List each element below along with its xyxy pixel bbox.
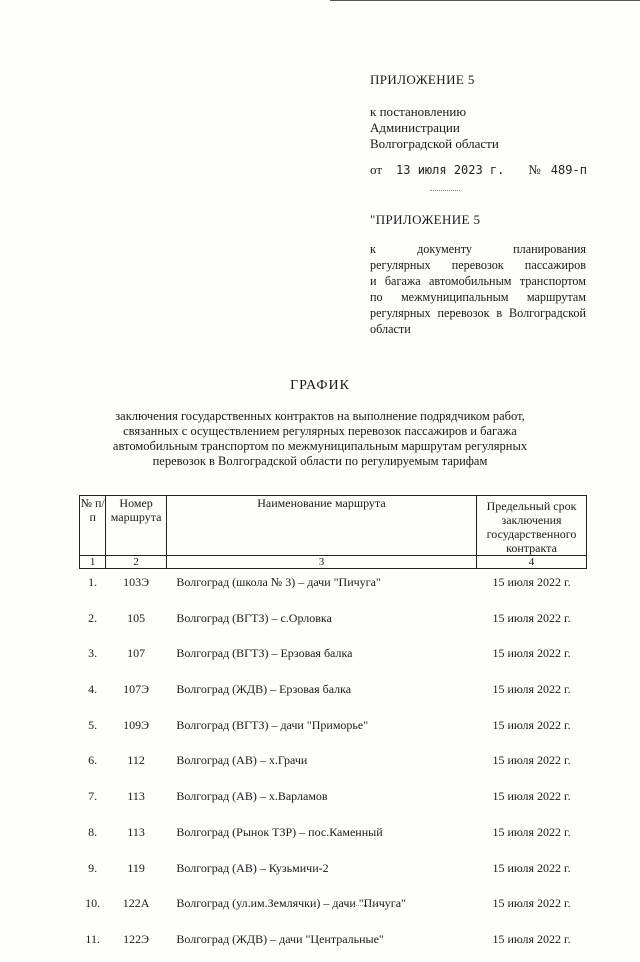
appendix-title: ПРИЛОЖЕНИЕ 5 bbox=[370, 72, 475, 87]
deadline: 15 июля 2022 г. bbox=[492, 753, 571, 768]
schedule-table bbox=[79, 495, 587, 962]
date-prefix: от bbox=[370, 162, 383, 177]
table-row bbox=[80, 747, 587, 783]
table-row bbox=[80, 819, 587, 855]
row-number: 4. bbox=[88, 682, 98, 697]
appendix2-text bbox=[370, 241, 586, 337]
route-number: 105 bbox=[127, 610, 146, 625]
appendix2-line: к документу планирования bbox=[370, 242, 586, 256]
resolution-line: Администрации bbox=[370, 120, 460, 135]
divider bbox=[430, 190, 460, 191]
route-name: Волгоград (школа № 3) – дачи "Пичуга" bbox=[176, 575, 381, 589]
table-row bbox=[80, 712, 587, 748]
route-number: 113 bbox=[127, 789, 145, 804]
appendix2-title: "ПРИЛОЖЕНИЕ 5 bbox=[370, 212, 481, 227]
deadline: 15 июля 2022 г. bbox=[492, 575, 571, 589]
document-subtitle bbox=[100, 409, 540, 469]
resolution-date-line bbox=[370, 162, 587, 178]
header-route-name: Наименование маршрута bbox=[166, 496, 476, 556]
subtitle-line: перевозок в Волгоградской области по регулируемым тарифам bbox=[152, 454, 488, 468]
top-edge-line bbox=[330, 0, 640, 1]
route-name: Волгоград (АВ) – х.Варламов bbox=[176, 789, 328, 804]
route-name: Волгоград (ЖДВ) – дачи "Центральные" bbox=[176, 931, 384, 946]
row-number: 7. bbox=[88, 789, 98, 804]
resolution-number: 489-п bbox=[550, 163, 587, 177]
deadline: 15 июля 2022 г. bbox=[492, 682, 571, 697]
deadline: 15 июля 2022 г. bbox=[492, 717, 571, 732]
header-route-number: Номер маршрута bbox=[106, 496, 167, 556]
route-name: Волгоград (ул.им.Землячки) – дачи "Пичуга" bbox=[176, 896, 406, 911]
row-number: 3. bbox=[88, 646, 98, 661]
route-number: 107Э bbox=[123, 682, 150, 697]
route-name: Волгоград (АВ) – Кузьмичи-2 bbox=[176, 860, 329, 875]
subtitle-line: связанных с осуществлением регулярных перевозок пассажиров и багажа bbox=[123, 424, 517, 438]
document-heading: ГРАФИК bbox=[290, 378, 350, 393]
route-number: 122Э bbox=[123, 931, 150, 946]
resolution-date: 13 июля 2023 г. bbox=[396, 163, 505, 177]
route-number: 112 bbox=[127, 753, 145, 768]
table-row bbox=[80, 676, 587, 712]
deadline: 15 июля 2022 г. bbox=[492, 789, 571, 804]
table-row bbox=[80, 783, 587, 819]
bottom-edge-mark bbox=[345, 905, 385, 906]
appendix2-line: регулярных перевозок в Волгоградской bbox=[370, 306, 586, 320]
table-row bbox=[80, 605, 587, 641]
header-deadline: Предельный срок заключения государственного контракта bbox=[477, 496, 587, 556]
column-number: 1 bbox=[80, 556, 106, 569]
deadline: 15 июля 2022 г. bbox=[492, 896, 571, 911]
number-prefix: № bbox=[528, 162, 541, 177]
route-number: 119 bbox=[127, 860, 145, 875]
resolution-line: к постановлению bbox=[370, 104, 467, 119]
row-number: 9. bbox=[88, 860, 98, 875]
route-number: 107 bbox=[127, 646, 146, 661]
deadline: 15 июля 2022 г. bbox=[492, 610, 571, 625]
route-name: Волгоград (ЖДВ) – Ерзовая балка bbox=[176, 682, 352, 697]
table-row bbox=[80, 890, 587, 926]
table-row bbox=[80, 855, 587, 891]
route-name: Волгоград (АВ) – х.Грачи bbox=[176, 753, 308, 768]
route-number: 122А bbox=[122, 896, 150, 911]
deadline: 15 июля 2022 г. bbox=[492, 646, 571, 661]
row-number: 2. bbox=[88, 610, 98, 625]
table-column-numbers bbox=[80, 556, 587, 569]
table-row bbox=[80, 926, 587, 962]
route-number: 103Э bbox=[123, 575, 150, 589]
appendix2-line: области bbox=[370, 322, 411, 336]
column-number: 4 bbox=[477, 556, 587, 569]
resolution-line: Волгоградской области bbox=[370, 136, 499, 151]
table-header-row bbox=[80, 496, 587, 556]
route-number: 109Э bbox=[123, 717, 150, 732]
route-number: 113 bbox=[127, 824, 145, 839]
resolution-reference bbox=[370, 104, 499, 152]
appendix2-line: регулярных перевозок пассажиров bbox=[370, 258, 586, 272]
route-name: Волгоград (ВГТЗ) – Ерзовая балка bbox=[176, 646, 353, 661]
header-number: № п/п bbox=[80, 496, 106, 556]
route-name: Волгоград (Рынок ТЗР) – пос.Каменный bbox=[176, 824, 383, 839]
row-number: 11. bbox=[85, 931, 100, 946]
deadline: 15 июля 2022 г. bbox=[492, 931, 571, 946]
appendix2-line: по межмуниципальным маршрутам bbox=[370, 290, 586, 304]
row-number: 1. bbox=[88, 575, 98, 589]
subtitle-line: автомобильным транспортом по межмуниципальным маршрутам регулярных bbox=[112, 439, 528, 453]
row-number: 5. bbox=[88, 717, 98, 732]
row-number: 10. bbox=[85, 896, 101, 911]
column-number: 2 bbox=[106, 556, 167, 569]
row-number: 8. bbox=[88, 824, 98, 839]
table-row bbox=[80, 569, 587, 605]
table-row bbox=[80, 640, 587, 676]
appendix2-line: и багажа автомобильным транспортом bbox=[370, 274, 586, 288]
route-name: Волгоград (ВГТЗ) – дачи "Приморье" bbox=[176, 717, 369, 732]
route-name: Волгоград (ВГТЗ) – с.Орловка bbox=[176, 610, 332, 625]
deadline: 15 июля 2022 г. bbox=[492, 860, 571, 875]
subtitle-line: заключения государственных контрактов на выполнение подрядчиком работ, bbox=[115, 409, 525, 423]
column-number: 3 bbox=[166, 556, 476, 569]
row-number: 6. bbox=[88, 753, 98, 768]
deadline: 15 июля 2022 г. bbox=[492, 824, 571, 839]
